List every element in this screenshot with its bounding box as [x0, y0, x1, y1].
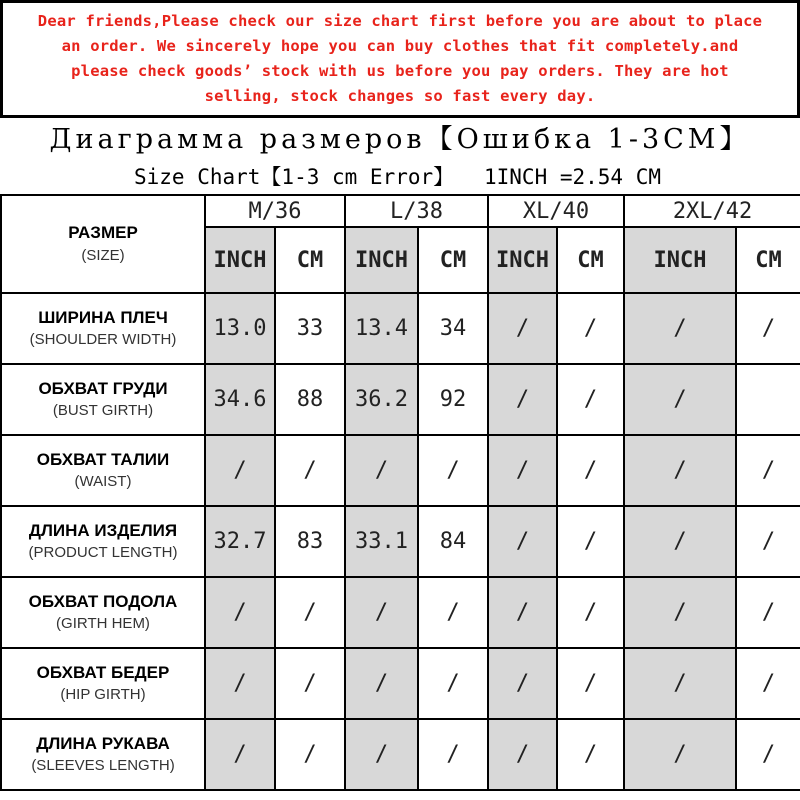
- value-cell: /: [488, 435, 557, 506]
- value-cell: 36.2: [345, 364, 418, 435]
- row-label-en: (BUST GIRTH): [52, 401, 154, 419]
- value-cell: /: [557, 648, 624, 719]
- value-cell: /: [624, 719, 736, 790]
- size-column-header: XL/40: [488, 195, 624, 227]
- row-label-en: (SHOULDER WIDTH): [29, 330, 177, 348]
- row-label-en: (GIRTH HEM): [56, 614, 150, 632]
- value-cell: /: [275, 719, 345, 790]
- value-cell: /: [345, 648, 418, 719]
- row-label: [1, 719, 205, 790]
- value-cell: /: [345, 719, 418, 790]
- value-cell: /: [205, 719, 275, 790]
- row-label: [1, 435, 205, 506]
- value-cell: 84: [418, 506, 488, 577]
- table-row: [1, 364, 800, 435]
- value-cell: /: [557, 719, 624, 790]
- chart-subtitle: [0, 160, 800, 194]
- unit-header-inch: INCH: [205, 227, 275, 293]
- row-label-ru: ШИРИНА ПЛЕЧ: [38, 307, 168, 327]
- value-cell: /: [624, 435, 736, 506]
- chart-title-russian: Диаграмма размеров【Ошибка 1-3CM】: [49, 124, 751, 155]
- table-row: [1, 293, 800, 364]
- row-label-ru: ДЛИНА ИЗДЕЛИЯ: [28, 520, 178, 540]
- table-row: [1, 719, 800, 790]
- row-label-en: (PRODUCT LENGTH): [28, 543, 178, 561]
- value-cell: /: [624, 364, 736, 435]
- size-header-en: (SIZE): [81, 247, 125, 264]
- unit-header-cm: CM: [275, 227, 345, 293]
- value-cell: /: [557, 435, 624, 506]
- notice-line: an order. We sincerely hope you can buy clothes that fit completely.and: [61, 37, 739, 55]
- value-cell: /: [488, 364, 557, 435]
- row-label-ru: ОБХВАТ БЕДЕР: [36, 662, 170, 682]
- row-label-en: (HIP GIRTH): [60, 685, 146, 703]
- row-label: [1, 506, 205, 577]
- value-cell: /: [736, 435, 800, 506]
- value-cell: /: [624, 577, 736, 648]
- value-cell: /: [205, 435, 275, 506]
- unit-header-inch: INCH: [488, 227, 557, 293]
- table-row: [1, 648, 800, 719]
- table-row: [1, 435, 800, 506]
- row-label: [1, 648, 205, 719]
- value-cell: /: [624, 506, 736, 577]
- value-cell: /: [345, 435, 418, 506]
- value-cell: 32.7: [205, 506, 275, 577]
- value-cell: /: [345, 577, 418, 648]
- size-header-cell: [1, 195, 205, 293]
- unit-header-inch: INCH: [345, 227, 418, 293]
- table-row: [1, 577, 800, 648]
- chart-subtitle-error: Size Chart【1-3 cm Error】: [134, 165, 455, 189]
- value-cell: 34: [418, 293, 488, 364]
- value-cell: /: [624, 648, 736, 719]
- value-cell: /: [488, 719, 557, 790]
- table-row: [1, 506, 800, 577]
- row-label-en: (WAIST): [74, 472, 132, 490]
- row-label: [1, 577, 205, 648]
- value-cell: 33: [275, 293, 345, 364]
- value-cell: /: [418, 435, 488, 506]
- value-cell: /: [488, 648, 557, 719]
- value-cell: /: [736, 577, 800, 648]
- value-cell: /: [736, 293, 800, 364]
- notice-line: please check goods’ stock with us before you pay orders. They are hot: [71, 62, 729, 80]
- value-cell: 13.0: [205, 293, 275, 364]
- value-cell: /: [488, 577, 557, 648]
- row-label: [1, 293, 205, 364]
- value-cell: /: [736, 506, 800, 577]
- value-cell: /: [205, 648, 275, 719]
- value-cell: /: [205, 577, 275, 648]
- value-cell: /: [488, 293, 557, 364]
- value-cell: 34.6: [205, 364, 275, 435]
- notice-box: [0, 0, 800, 118]
- value-cell: /: [275, 435, 345, 506]
- value-cell: /: [557, 506, 624, 577]
- value-cell: /: [418, 648, 488, 719]
- size-table: [0, 194, 800, 791]
- value-cell: /: [736, 648, 800, 719]
- unit-header-cm: CM: [736, 227, 800, 293]
- size-column-header: L/38: [345, 195, 488, 227]
- row-label-en: (SLEEVES LENGTH): [31, 756, 175, 774]
- value-cell: 92: [418, 364, 488, 435]
- value-cell: /: [624, 293, 736, 364]
- value-cell: /: [275, 577, 345, 648]
- size-column-header: M/36: [205, 195, 345, 227]
- value-cell: /: [557, 577, 624, 648]
- unit-header-inch: INCH: [624, 227, 736, 293]
- row-label-ru: ОБХВАТ ГРУДИ: [38, 378, 168, 398]
- value-cell: 88: [275, 364, 345, 435]
- value-cell: /: [557, 293, 624, 364]
- row-label-ru: ОБХВАТ ТАЛИИ: [36, 449, 170, 469]
- value-cell: /: [557, 364, 624, 435]
- value-cell: /: [418, 577, 488, 648]
- value-cell: /: [275, 648, 345, 719]
- value-cell: 13.4: [345, 293, 418, 364]
- notice-line: selling, stock changes so fast every day.: [204, 87, 596, 105]
- value-cell: /: [418, 719, 488, 790]
- size-header-ru: РАЗМЕР: [68, 223, 138, 242]
- size-column-header: 2XL/42: [624, 195, 800, 227]
- chart-subtitle-conversion: 1INCH =2.54 CM: [484, 165, 662, 189]
- row-label-ru: ОБХВАТ ПОДОЛА: [28, 591, 178, 611]
- value-cell: 33.1: [345, 506, 418, 577]
- unit-header-cm: CM: [418, 227, 488, 293]
- row-label-ru: ДЛИНА РУКАВА: [36, 733, 170, 753]
- notice-line: Dear friends,Please check our size chart first before you are about to place: [37, 12, 763, 30]
- unit-header-cm: CM: [557, 227, 624, 293]
- row-label: [1, 364, 205, 435]
- value-cell: [736, 364, 800, 435]
- value-cell: 83: [275, 506, 345, 577]
- value-cell: /: [488, 506, 557, 577]
- value-cell: /: [736, 719, 800, 790]
